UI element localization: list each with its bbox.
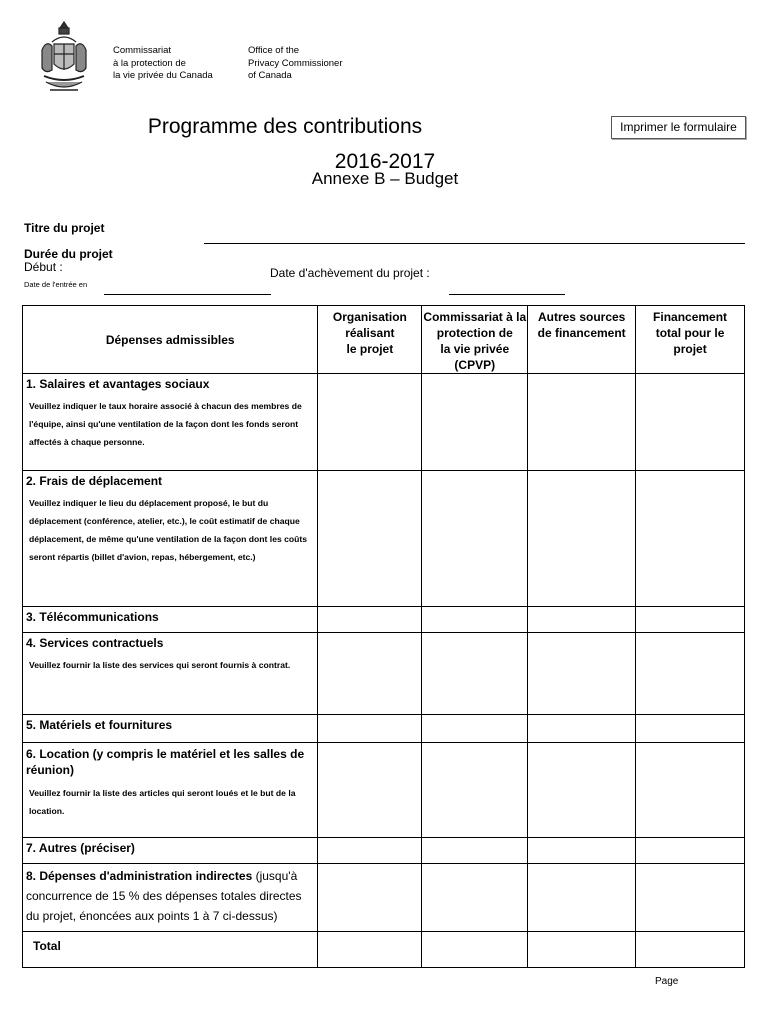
amount-cell[interactable] — [528, 838, 636, 864]
entry-date-label: Date de l'entrée en — [24, 280, 88, 289]
row-title: 1. Salaires et avantages sociaux — [26, 377, 210, 391]
row-note: Veuillez indiquer le taux horaire associé à chacun des membres de l'équipe, ainsi qu'une ventilation de la façon dont les fonds seront affectés à chaque personne. — [29, 401, 302, 447]
table-row — [23, 715, 745, 743]
row-title: 4. Services contractuels — [26, 636, 164, 650]
header-organisation — [318, 306, 422, 374]
amount-cell[interactable] — [422, 864, 528, 932]
table-row — [23, 864, 745, 932]
row-label — [23, 471, 318, 607]
amount-cell[interactable] — [422, 633, 528, 715]
org-name-fr: Commissariat à la protection de la vie privée du Canada — [113, 45, 213, 81]
amount-cell[interactable] — [528, 471, 636, 607]
header-total-funding-text: Financement total pour le projet — [653, 310, 728, 356]
amount-cell[interactable] — [636, 715, 745, 743]
start-label: Début : — [24, 260, 63, 274]
amount-cell[interactable] — [422, 471, 528, 607]
amount-cell[interactable] — [422, 374, 528, 471]
header-organisation-text: Organisation réalisant le projet — [332, 310, 407, 356]
row-label — [23, 838, 318, 864]
amount-cell[interactable] — [528, 864, 636, 932]
amount-cell[interactable] — [636, 864, 745, 932]
page-title: Programme des contributions — [147, 115, 423, 138]
amount-cell[interactable] — [636, 374, 745, 471]
amount-cell[interactable] — [528, 607, 636, 633]
amount-cell[interactable] — [318, 633, 422, 715]
start-date-field[interactable] — [104, 294, 271, 295]
header-eligible-expenses: Dépenses admissibles — [23, 306, 318, 374]
amount-cell[interactable] — [528, 715, 636, 743]
table-header-row — [23, 306, 745, 374]
amount-cell[interactable] — [636, 471, 745, 607]
header-other-sources — [528, 306, 636, 374]
row-label-indirect-admin — [23, 864, 318, 932]
total-cell[interactable] — [528, 932, 636, 968]
amount-cell[interactable] — [636, 607, 745, 633]
header-opc — [422, 306, 528, 374]
row8-note: (jusqu'à concurrence de 15 % des dépenses totales directes du projet, énoncées aux points 1 à 7 ci-dessus) — [26, 869, 302, 923]
amount-cell[interactable] — [318, 607, 422, 633]
fiscal-year: 2016-2017 — [334, 150, 436, 173]
row-note: Veuillez fournir la liste des articles qui seront loués et le but de la location. — [29, 788, 296, 816]
total-row — [23, 932, 745, 968]
header-opc-text: Commissariat à la protection de la vie privée (CPVP) — [423, 310, 527, 372]
amount-cell[interactable] — [422, 838, 528, 864]
amount-cell[interactable] — [528, 743, 636, 838]
row-title: 5. Matériels et fournitures — [26, 718, 173, 732]
amount-cell[interactable] — [318, 715, 422, 743]
end-date-field[interactable] — [449, 294, 565, 295]
row-label — [23, 633, 318, 715]
table-row — [23, 838, 745, 864]
total-cell[interactable] — [318, 932, 422, 968]
amount-cell[interactable] — [636, 743, 745, 838]
amount-cell[interactable] — [318, 743, 422, 838]
row-note: Veuillez indiquer le lieu du déplacement proposé, le but du déplacement (conférence, atelier, etc.), le coût estimatif de chaque déplacement, de même qu'une ventilation de la façon dont les coûts seront répartis (billet d'avion, repas, hébergement, etc.) — [29, 498, 308, 562]
amount-cell[interactable] — [422, 715, 528, 743]
row8-title: 8. Dépenses d'administration indirectes — [26, 869, 253, 883]
amount-cell[interactable] — [528, 374, 636, 471]
table-row — [23, 374, 745, 471]
row-title: 7. Autres (préciser) — [26, 841, 135, 855]
amount-cell[interactable] — [318, 374, 422, 471]
amount-cell[interactable] — [318, 471, 422, 607]
row-title: 2. Frais de déplacement — [26, 474, 163, 488]
row-label — [23, 715, 318, 743]
coat-of-arms-icon — [38, 20, 90, 100]
header-other-sources-text: Autres sources de financement — [537, 310, 626, 340]
row-label — [23, 743, 318, 838]
table-row — [23, 743, 745, 838]
row-note: Veuillez fournir la liste des services qui seront fournis à contrat. — [29, 660, 291, 670]
header-total-funding — [636, 306, 745, 374]
total-label: Total — [23, 932, 318, 968]
org-name-en: Office of the Privacy Commissioner of Canada — [248, 45, 343, 81]
amount-cell[interactable] — [422, 743, 528, 838]
budget-table — [22, 305, 745, 968]
row-label — [23, 374, 318, 471]
table-row — [23, 633, 745, 715]
amount-cell[interactable] — [318, 864, 422, 932]
table-row — [23, 471, 745, 607]
row-label — [23, 607, 318, 633]
amount-cell[interactable] — [528, 633, 636, 715]
table-row — [23, 607, 745, 633]
amount-cell[interactable] — [422, 607, 528, 633]
end-date-label: Date d'achèvement du projet : — [270, 266, 430, 280]
row-title: 3. Télécommunications — [26, 610, 159, 624]
project-title-label: Titre du projet — [24, 221, 105, 235]
row-title: 6. Location (y compris le matériel et les salles de réunion) — [26, 747, 305, 777]
total-cell[interactable] — [636, 932, 745, 968]
print-form-button[interactable]: Imprimer le formulaire — [611, 116, 746, 139]
amount-cell[interactable] — [318, 838, 422, 864]
page-label: Page — [655, 976, 679, 987]
duration-label: Durée du projet — [24, 247, 113, 261]
project-title-field[interactable] — [204, 243, 745, 244]
amount-cell[interactable] — [636, 838, 745, 864]
amount-cell[interactable] — [636, 633, 745, 715]
total-cell[interactable] — [422, 932, 528, 968]
annex-title: Annexe B – Budget — [311, 169, 459, 188]
